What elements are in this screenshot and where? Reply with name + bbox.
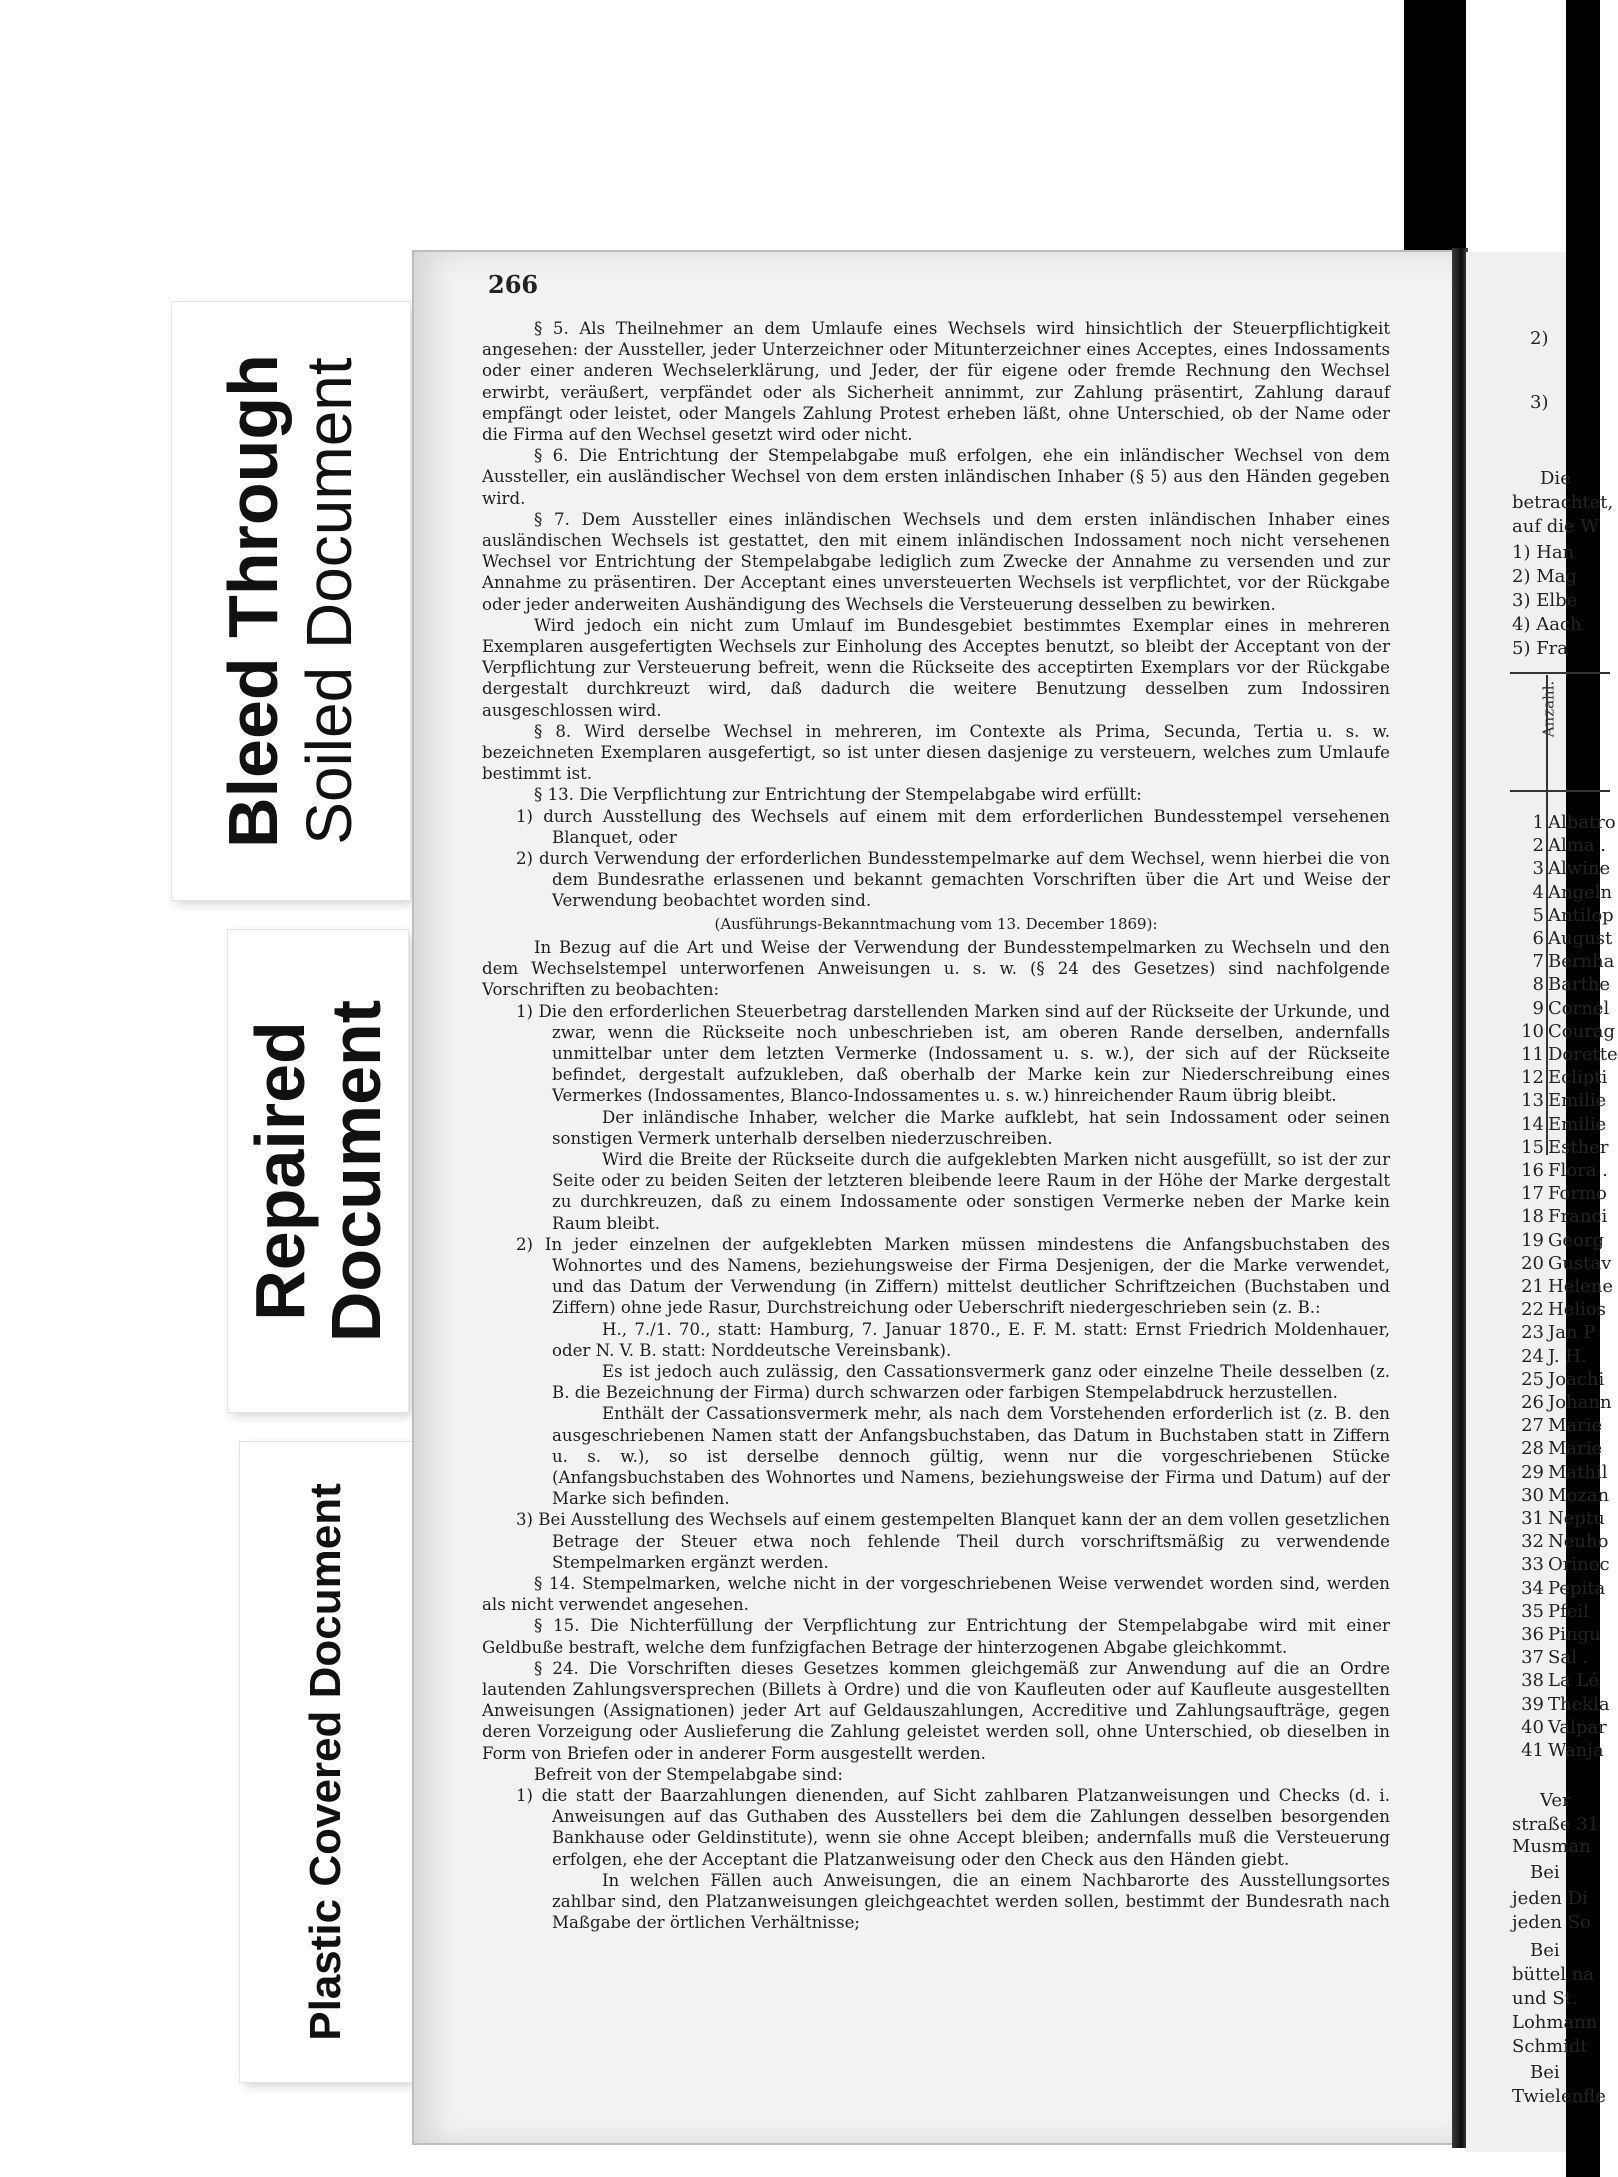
table-row bbox=[1510, 1183, 1610, 1206]
paragraph: (Ausführungs-Bekanntmachung vom 13. December 1869): bbox=[714, 914, 1158, 933]
facing-page-line: auf die W bbox=[1512, 516, 1599, 537]
row-number: 33 bbox=[1521, 1554, 1544, 1576]
row-number: 19 bbox=[1521, 1229, 1544, 1251]
row-name: Georg bbox=[1548, 1229, 1604, 1251]
row-number: 31 bbox=[1521, 1508, 1544, 1529]
row-name: Pepita bbox=[1548, 1577, 1606, 1599]
paragraph: 1) durch Ausstellung des Wechsels auf einem mit dem erforderlichen Bundesstempel versehenen Blanquet, oder bbox=[516, 806, 1390, 847]
table-row bbox=[1510, 928, 1613, 951]
row-name: Orinoc bbox=[1548, 1554, 1610, 1576]
row-number: 23 bbox=[1521, 1322, 1544, 1344]
row-number: 28 bbox=[1521, 1438, 1544, 1460]
table-row bbox=[1510, 1230, 1610, 1253]
row-number: 32 bbox=[1521, 1531, 1544, 1553]
repaired-document-label: Document bbox=[317, 999, 395, 1343]
table-row bbox=[1510, 1415, 1610, 1438]
facing-page-line: 3) bbox=[1530, 392, 1549, 413]
table-row bbox=[1510, 812, 1616, 835]
row-number: 13 bbox=[1521, 1090, 1544, 1112]
row-number: 41 bbox=[1521, 1740, 1544, 1761]
table-row bbox=[1510, 1322, 1610, 1345]
table-row bbox=[1510, 1299, 1610, 1322]
row-number: 8 bbox=[1532, 974, 1544, 996]
row-name: Formo bbox=[1548, 1183, 1607, 1205]
paragraph: 1) die statt der Baarzahlungen dienenden, auf Sicht zahlbaren Platzanweisungen und Checks (d. i. Anweisungen auf das Guthaben des Ausstellers bei dem die Zahlungen desselben besorgenden Bankhause oder Geldinstitute), wenn sie ohne Accept bleiben; andernfalls muß die Versteuerung erfolgen, ehe der Acceptant die Platzanweisung oder den Check aus den Händen giebt. bbox=[516, 1786, 1390, 1869]
row-name: Helios bbox=[1548, 1299, 1606, 1321]
table-column-header: Anzahl. bbox=[1539, 680, 1558, 738]
table-row bbox=[1510, 1578, 1610, 1601]
paragraph: § 7. Dem Aussteller eines inländischen Wechsels und dem ersten inländischen Inhaber eines ausländischen Wechsels ist gestattet, den mit einem inländischen Indossament noch nicht versehenen Wechsel vor Entrichtung der Stempelabgabe lediglich zum Zwecke der Annahme zu versenden und zur Annahme zu präsentiren. Der Acceptant eines unversteuerten Wechsels ist verpflichtet, vor der Rückgabe oder jeder anderweiten Aushändigung des Wechsels die Versteuerung desselben zu bewirken. bbox=[482, 509, 1390, 614]
facing-page-line: jeden So bbox=[1512, 1912, 1591, 1933]
table-row bbox=[1510, 881, 1613, 905]
row-name: Johann bbox=[1548, 1392, 1612, 1413]
row-number: 24 bbox=[1521, 1345, 1544, 1367]
facing-page-line: und St. bbox=[1512, 1988, 1578, 2009]
paragraph: 1) Die den erforderlichen Steuerbetrag darstellenden Marken sind auf der Rückseite der Urkunde, und zwar, wenn die Rückseite noch unbeschrieben ist, am oberen Rande derselben, andernfalls unmittelbar unter dem letzten Vermerke (Indossament u. s. w.), der sich auf der Rückseite befindet, dergestalt aufzukleben, daß oberhalb der Marke kein zur Niederschreibung eines Vermerkes (Indossamentes, Blanco-Indossamentes u. s. w.) hinreichender Raum übrig bleibt. bbox=[516, 1001, 1390, 1106]
paragraph: Enthält der Cassationsvermerk mehr, als nach dem Vorstehenden erforderlich ist (z. B. den ausgeschriebenen Namen statt der Anfangsbuchstaben, das Datum in Buchstaben statt in Ziffern u. s. w.), so ist derselbe dennoch gültig, wenn nur die vorgeschriebenen Stücke (Anfangsbuchstaben des Wohnortes und Namens, beziehungsweise der Firma und Datum) auf der Marke sich befinden. bbox=[552, 1404, 1390, 1509]
table-row bbox=[1510, 1114, 1610, 1137]
row-name: Joachi bbox=[1548, 1368, 1605, 1390]
row-number: 38 bbox=[1521, 1670, 1544, 1692]
table-row bbox=[1510, 1462, 1610, 1485]
row-name: Franci bbox=[1548, 1206, 1608, 1228]
row-name: Jan P bbox=[1548, 1322, 1596, 1344]
row-name: La Lé bbox=[1548, 1670, 1600, 1692]
row-number: 37 bbox=[1521, 1647, 1544, 1669]
row-number: 16 bbox=[1521, 1160, 1544, 1181]
facing-page-line: 2) Mag bbox=[1512, 566, 1577, 587]
facing-page-line: 2) bbox=[1530, 328, 1549, 349]
table-rule bbox=[1510, 672, 1610, 674]
facing-page-line: Bei bbox=[1530, 1862, 1560, 1883]
bleed-through-tab bbox=[172, 302, 410, 900]
table-row bbox=[1510, 1531, 1610, 1554]
row-number: 20 bbox=[1521, 1252, 1544, 1274]
row-name: Dorette bbox=[1548, 1044, 1618, 1065]
row-name: Helene bbox=[1548, 1276, 1614, 1297]
plastic-covered-label: Plastic Covered Document bbox=[301, 1483, 350, 2041]
row-name: Valpar bbox=[1548, 1716, 1607, 1738]
table-row bbox=[1510, 904, 1614, 928]
row-name: Neuho bbox=[1548, 1531, 1609, 1553]
paragraph: In welchen Fällen auch Anweisungen, die an einem Nachbarorte des Ausstellungsortes zahlbar sind, den Platzanweisungen gleichgeachtet werden sollen, bestimmt der Bundesrath nach Maßgabe der örtlichen Verhältnisse; bbox=[552, 1870, 1390, 1933]
row-name: J. H. bbox=[1548, 1345, 1587, 1367]
row-name: Sal . bbox=[1548, 1647, 1589, 1669]
row-number: 10 bbox=[1521, 1020, 1544, 1042]
table-row bbox=[1510, 1717, 1610, 1740]
paragraph: 2) In jeder einzelnen der aufgeklebten Marken müssen mindestens die Anfangsbuchstaben des Wohnortes und des Namens, beziehungsweise der Firma Desjenigen, der die Marke verwendet, und das Datum der Verwendung (in Ziffern) mittelst deutlicher Schriftzeichen (Buchstaben und Ziffern) ohne jede Rasur, Durchstreichung oder Ueberschrift niedergeschrieben sein (z. B.: bbox=[516, 1234, 1390, 1318]
paragraph: Wird jedoch ein nicht zum Umlauf im Bundesgebiet bestimmtes Exemplar eines in mehreren Exemplaren ausgefertigten Wechsels zur Einholung des Acceptes benutzt, so bleibt der Acceptant von der Verpflichtung zur Versteuerung befreit, wenn die Rückseite des acceptirten Exemplars vor der Rückgabe dergestalt durchkreuzt wird, daß dadurch die weitere Benutzung desselben zum Indossiren ausgeschlossen wird. bbox=[482, 615, 1390, 720]
table-row bbox=[1510, 1369, 1610, 1392]
book-binding-top bbox=[1404, 0, 1466, 252]
row-name: Marie bbox=[1548, 1438, 1603, 1460]
table-row bbox=[1510, 1090, 1610, 1113]
row-name: Flora . bbox=[1548, 1160, 1608, 1181]
row-number: 3 bbox=[1532, 858, 1544, 880]
row-number: 14 bbox=[1521, 1113, 1544, 1135]
repaired-document-tab bbox=[228, 930, 408, 1412]
facing-page-line: betrachtet, bbox=[1512, 492, 1614, 513]
row-number: 17 bbox=[1521, 1183, 1544, 1205]
row-number: 30 bbox=[1521, 1484, 1544, 1506]
table-row bbox=[1510, 1647, 1610, 1670]
row-name: Esther bbox=[1548, 1136, 1609, 1158]
row-number: 12 bbox=[1521, 1067, 1544, 1089]
row-number: 1 bbox=[1532, 812, 1544, 833]
row-number: 18 bbox=[1521, 1206, 1544, 1228]
table-row bbox=[1510, 974, 1610, 997]
soiled-document-label: Soiled Document bbox=[293, 357, 365, 845]
facing-page-line: 4) Aach bbox=[1512, 614, 1582, 635]
row-number: 7 bbox=[1532, 951, 1544, 973]
page-number: 266 bbox=[488, 270, 539, 299]
table-row bbox=[1510, 951, 1615, 974]
row-name: Cornel bbox=[1548, 997, 1610, 1019]
facing-page-line: straße 31 bbox=[1512, 1814, 1600, 1835]
table-row bbox=[1510, 1020, 1616, 1044]
paragraph: In Bezug auf die Art und Weise der Verwendung der Bundesstempelmarken zu Wechseln und den dem Wechselstempel unterworfenen Anweisungen u. s. w. (§ 24 des Gesetzes) sind nachfolgende Vorschriften zu beobachten: bbox=[482, 937, 1390, 1000]
facing-page-line: Bei bbox=[1530, 1940, 1560, 1961]
facing-page-line: 3) Elbe bbox=[1512, 590, 1578, 611]
paragraph: Es ist jedoch auch zulässig, den Cassationsvermerk ganz oder einzelne Theile desselben (z. B. die Bezeichnung der Firma) durch schwarzen oder farbigen Stempelabdruck herzustellen. bbox=[552, 1361, 1390, 1403]
row-name: Antilop bbox=[1548, 904, 1614, 926]
row-name: Mathil bbox=[1548, 1461, 1608, 1483]
paragraph: § 6. Die Entrichtung der Stempelabgabe muß erfolgen, ehe ein inländischer Wechsel von dem Aussteller, ein ausländischer Wechsel von dem ersten inländischen Inhaber (§ 5) aus den Händen gegeben wird. bbox=[482, 446, 1390, 508]
row-name: Wanja bbox=[1548, 1740, 1604, 1761]
table-row bbox=[1510, 1276, 1614, 1299]
row-name: Albatro bbox=[1548, 812, 1616, 833]
paragraph: § 14. Stempelmarken, welche nicht in der vorgeschriebenen Weise verwendet worden sind, werden als nicht verwendet angesehen. bbox=[482, 1573, 1390, 1615]
row-number: 27 bbox=[1521, 1415, 1544, 1437]
row-number: 15 bbox=[1521, 1136, 1544, 1158]
paragraph: § 13. Die Verpflichtung zur Entrichtung der Stempelabgabe wird erfüllt: bbox=[534, 785, 1142, 805]
table-row bbox=[1510, 1253, 1610, 1276]
row-number: 25 bbox=[1521, 1368, 1544, 1390]
table-row bbox=[1510, 1160, 1610, 1183]
row-name: Thekla bbox=[1548, 1693, 1610, 1715]
row-number: 39 bbox=[1521, 1693, 1544, 1715]
table-row bbox=[1510, 1044, 1618, 1067]
row-number: 4 bbox=[1532, 881, 1544, 903]
tab-label-group bbox=[215, 354, 367, 848]
plastic-covered-tab bbox=[240, 1442, 412, 2082]
row-number: 2 bbox=[1532, 835, 1544, 857]
row-number: 9 bbox=[1532, 997, 1544, 1019]
row-name: Barthe bbox=[1548, 974, 1611, 996]
row-name: Emilie bbox=[1548, 1090, 1607, 1112]
paragraph: 3) Bei Ausstellung des Wechsels auf einem gestempelten Blanquet kann der an dem vollen gesetzlichen Betrage der Steuer etwa noch fehlende Theil durch vorschriftsmäßig zu verwendende Stempelmarken ergänzt werden. bbox=[516, 1510, 1390, 1572]
row-number: 36 bbox=[1521, 1624, 1544, 1645]
table-row bbox=[1510, 1067, 1610, 1090]
table-row bbox=[1510, 1438, 1610, 1461]
paragraph: 2) durch Verwendung der erforderlichen Bundesstempelmarke auf dem Wechsel, wenn hierbei die von dem Bundesrathe erlassenen und bekannt gemachten Vorschriften über die Art und Weise der Verwendung beobachtet worden sind. bbox=[516, 849, 1390, 911]
row-name: August bbox=[1548, 928, 1613, 949]
row-name: Angeln bbox=[1548, 881, 1613, 903]
paragraph: § 8. Wird derselbe Wechsel in mehreren, im Contexte als Prima, Secunda, Tertia u. s. w. bezeichneten Exemplaren ausgefertigt, so ist unter diesen dasjenige zu versteuern, welches zum Umlaufe bestimmt ist. bbox=[482, 721, 1390, 784]
facing-page-line: Musman bbox=[1512, 1836, 1591, 1857]
facing-page-line: Twielenfle bbox=[1512, 2086, 1606, 2107]
table-row bbox=[1510, 1740, 1610, 1763]
paragraph: § 5. Als Theilnehmer an dem Umlaufe eines Wechsels wird hinsichtlich der Steuerpflichtigkeit angesehen: der Aussteller, jeder Unterzeichner oder Mitunterzeichner eines Acceptes, eines Indossaments oder einer anderen Wechselerklärung, und Jeder, der für eigene oder fremde Rechnung den Wechsel erwirbt, veräußert, verpfändet oder als Sicherheit annimmt, zur Zahlung präsentirt, Zahlung darauf empfängt oder leistet, oder Mangels Zahlung Protest erheben läßt, ohne Unterschied, ob der Name oder die Firma auf den Wechsel gesetzt wird oder nicht. bbox=[482, 319, 1390, 445]
row-name: Emilie bbox=[1548, 1113, 1607, 1135]
row-name: Pingu bbox=[1548, 1624, 1601, 1645]
facing-page-line: 5) Fra bbox=[1512, 638, 1569, 659]
row-number: 11 bbox=[1521, 1044, 1544, 1065]
table-row bbox=[1510, 1346, 1610, 1369]
table-row bbox=[1510, 1601, 1610, 1624]
table-row bbox=[1510, 1206, 1610, 1229]
row-number: 40 bbox=[1521, 1716, 1544, 1738]
table-row bbox=[1510, 1508, 1610, 1531]
table-row bbox=[1510, 1670, 1610, 1693]
table-row bbox=[1510, 1392, 1610, 1415]
row-number: 34 bbox=[1521, 1577, 1544, 1599]
table-rule bbox=[1510, 790, 1610, 792]
row-name: Pfeil bbox=[1548, 1600, 1589, 1622]
facing-page-line: jeden Di bbox=[1512, 1888, 1588, 1909]
paragraph: Befreit von der Stempelabgabe sind: bbox=[534, 1764, 843, 1784]
row-name: Neptu bbox=[1548, 1508, 1605, 1529]
row-name: Gustav bbox=[1548, 1252, 1612, 1274]
row-number: 26 bbox=[1521, 1392, 1544, 1413]
row-name: Eclipti bbox=[1548, 1067, 1608, 1089]
row-number: 22 bbox=[1521, 1299, 1544, 1321]
table-row bbox=[1510, 1137, 1610, 1160]
facing-page-line: Schmidt bbox=[1512, 2036, 1588, 2057]
facing-page-line: Ver bbox=[1540, 1790, 1571, 1811]
tab-label-group bbox=[242, 1000, 394, 1342]
table-row bbox=[1510, 835, 1610, 858]
row-number: 21 bbox=[1521, 1276, 1544, 1297]
facing-page-line: Bei bbox=[1530, 2062, 1560, 2083]
facing-page-line: Die bbox=[1540, 468, 1571, 489]
row-name: Alwine bbox=[1548, 858, 1611, 880]
row-number: 5 bbox=[1532, 904, 1544, 926]
page-text bbox=[482, 318, 1390, 1933]
row-number: 6 bbox=[1532, 928, 1544, 949]
facing-page-line: Lohmann bbox=[1512, 2012, 1598, 2033]
row-name: Courag bbox=[1548, 1020, 1616, 1042]
paragraph: § 15. Die Nichterfüllung der Verpflichtung zur Entrichtung der Stempelabgabe wird mit einer Geldbuße bestraft, welche dem funfzigfachen Betrage der hinterzogenen Abgabe gleichkommt. bbox=[482, 1616, 1390, 1657]
paragraph: Der inländische Inhaber, welcher die Marke aufklebt, hat sein Indossament oder seinen sonstigen Vermerk unterhalb derselben niederzuschreiben. bbox=[552, 1107, 1390, 1148]
facing-page-line: 1) Han bbox=[1512, 542, 1575, 563]
row-number: 35 bbox=[1521, 1600, 1544, 1622]
paragraph: § 24. Die Vorschriften dieses Gesetzes kommen gleichgemäß zur Anwendung auf die an Ordre lautenden Zahlungsversprechen (Billets à Ordre) und die von Kaufleuten oder auf Kaufleute ausgestellten Anweisungen (Assignationen) jeder Art auf Geldauszahlungen, Accreditive und Zahlungsaufträge, gegen deren Vorzeigung oder Auslieferung die Zahlung geleistet werden soll, ohne Unterschied, ob dieselben in Form von Briefen oder in anderer Form ausgestellt werden. bbox=[482, 1658, 1390, 1763]
table-row bbox=[1510, 1554, 1610, 1577]
row-name: Marie bbox=[1548, 1415, 1603, 1437]
bleed-through-label: Bleed Through bbox=[214, 354, 292, 848]
row-number: 29 bbox=[1521, 1461, 1544, 1483]
facing-page-line: büttel na bbox=[1512, 1964, 1595, 1985]
paragraph: Wird die Breite der Rückseite durch die aufgeklebten Marken nicht ausgefüllt, so ist der zur Seite oder zu beiden Seiten der letzteren bleibende leere Raum in der Höhe der Marke dergestalt zu durchkreuzen, daß zu einem Indossamente oder sonstigen Vermerke neben der Marke kein Raum bleibt. bbox=[552, 1149, 1390, 1233]
table-row bbox=[1510, 858, 1610, 881]
table-row bbox=[1510, 998, 1610, 1021]
repaired-label: Repaired bbox=[241, 1021, 319, 1321]
paragraph: H., 7./1. 70., statt: Hamburg, 7. Januar 1870., E. F. M. statt: Ernst Friedrich Moldenhauer, oder N. V. B. statt: Norddeutsche Vereinsbank). bbox=[552, 1319, 1390, 1360]
table-row bbox=[1510, 1624, 1610, 1647]
row-name: Bernha bbox=[1548, 951, 1615, 973]
table-row bbox=[1510, 1694, 1610, 1717]
table-row bbox=[1510, 1485, 1610, 1508]
row-name: Mozan bbox=[1548, 1484, 1610, 1506]
row-name: Alma . bbox=[1548, 835, 1606, 857]
